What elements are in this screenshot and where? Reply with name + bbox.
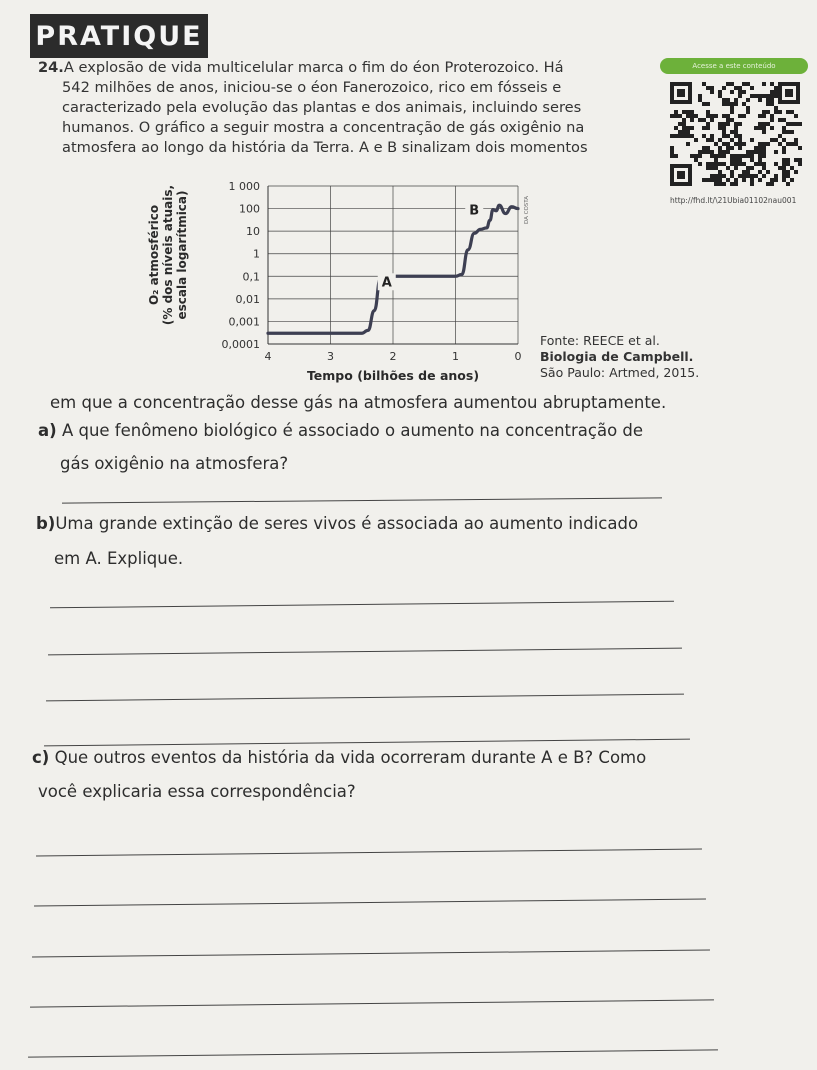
y-tick-label: 0,1 — [242, 270, 260, 284]
x-tick-label: 4 — [264, 350, 272, 363]
x-tick-label: 3 — [327, 350, 334, 363]
item-a-line-1: A que fenômeno biológico é associado o aumento na concentração de — [61, 421, 644, 440]
y-axis-label-line: O₂ atmosférico — [147, 204, 161, 306]
answer-line-c1[interactable] — [36, 849, 702, 857]
y-tick-label: 0,001 — [228, 315, 260, 329]
intro-line-4: humanos. O gráfico a seguir mostra a concentração de gás oxigênio na — [62, 119, 585, 136]
oxygen-chart-svg — [140, 170, 540, 385]
answer-line-b4[interactable] — [44, 739, 690, 747]
question-continuation: em que a concentração desse gás na atmosfera aumentou abruptamente. — [50, 393, 667, 412]
item-a-line-2: gás oxigênio na atmosfera? — [60, 454, 289, 473]
x-axis-label: Tempo (bilhões de anos) — [306, 368, 480, 383]
item-c-label: c) — [32, 748, 50, 767]
intro-line-3: caracterizado pela evolução das plantas e dos animais, incluindo seres — [62, 99, 582, 116]
source-line-3: São Paulo: Artmed, 2015. — [540, 365, 700, 380]
source-line-1: Fonte: REECE et al. — [540, 333, 660, 348]
answer-line-b3[interactable] — [46, 694, 684, 702]
answer-line-b1[interactable] — [50, 601, 674, 609]
question-number: 24. — [38, 59, 64, 76]
answer-line-a1[interactable] — [62, 497, 662, 503]
question-intro — [38, 58, 638, 158]
y-tick-label: 1 — [253, 247, 260, 261]
x-tick-label: 0 — [514, 350, 522, 363]
intro-line-5: atmosfera ao longo da história da Terra. A e B sinalizam dois momentos — [62, 139, 588, 156]
y-tick-label: 1 000 — [228, 180, 260, 193]
x-tick-label: 2 — [389, 350, 397, 363]
x-tick-label: 1 — [452, 350, 459, 363]
y-tick-label: 10 — [246, 225, 260, 239]
annotation-b: B — [469, 203, 480, 219]
item-b-label: b) — [36, 514, 56, 533]
y-tick-label: 0,0001 — [221, 338, 260, 351]
photo-credit: DA COSTA — [524, 195, 530, 225]
answer-line-c4[interactable] — [30, 999, 714, 1007]
answer-line-c3[interactable] — [32, 949, 710, 957]
item-a — [38, 420, 758, 475]
qr-banner: Acesse a este conteúdo — [660, 58, 808, 74]
intro-line-1: A explosão de vida multicelular marca o fim do éon Proterozoico. Há — [63, 59, 564, 76]
item-c-line-1: Que outros eventos da história da vida ocorreram durante A e B? Como — [54, 748, 647, 767]
answer-line-c5[interactable] — [28, 1049, 718, 1057]
answer-line-c2[interactable] — [34, 898, 706, 906]
item-b — [36, 513, 756, 570]
qr-code-icon[interactable] — [668, 80, 804, 190]
item-b-line-2: em A. Explique. — [54, 549, 184, 568]
section-title: PRATIQUE — [30, 14, 208, 58]
item-a-label: a) — [38, 421, 57, 440]
answer-line-b2[interactable] — [48, 648, 682, 656]
qr-link[interactable]: http://fhd.lt/\21Ubia01102nau001 — [670, 196, 797, 205]
y-tick-label: 100 — [239, 202, 260, 216]
chart-source — [540, 333, 699, 381]
source-line-2: Biologia de Campbell. — [540, 349, 694, 364]
annotation-a: A — [381, 275, 392, 291]
intro-line-2: 542 milhões de anos, iniciou-se o éon Fanerozoico, rico em fósseis e — [62, 79, 562, 96]
item-c — [32, 747, 752, 803]
item-b-line-1: Uma grande extinção de seres vivos é associada ao aumento indicado — [55, 514, 639, 533]
oxygen-chart — [140, 170, 540, 389]
y-axis-label-line: escala logarítmica) — [175, 190, 189, 320]
y-axis-label-line: (% dos níveis atuais, — [161, 184, 175, 326]
item-c-line-2: você explicaria essa correspondência? — [38, 782, 356, 801]
y-tick-label: 0,01 — [235, 292, 260, 306]
